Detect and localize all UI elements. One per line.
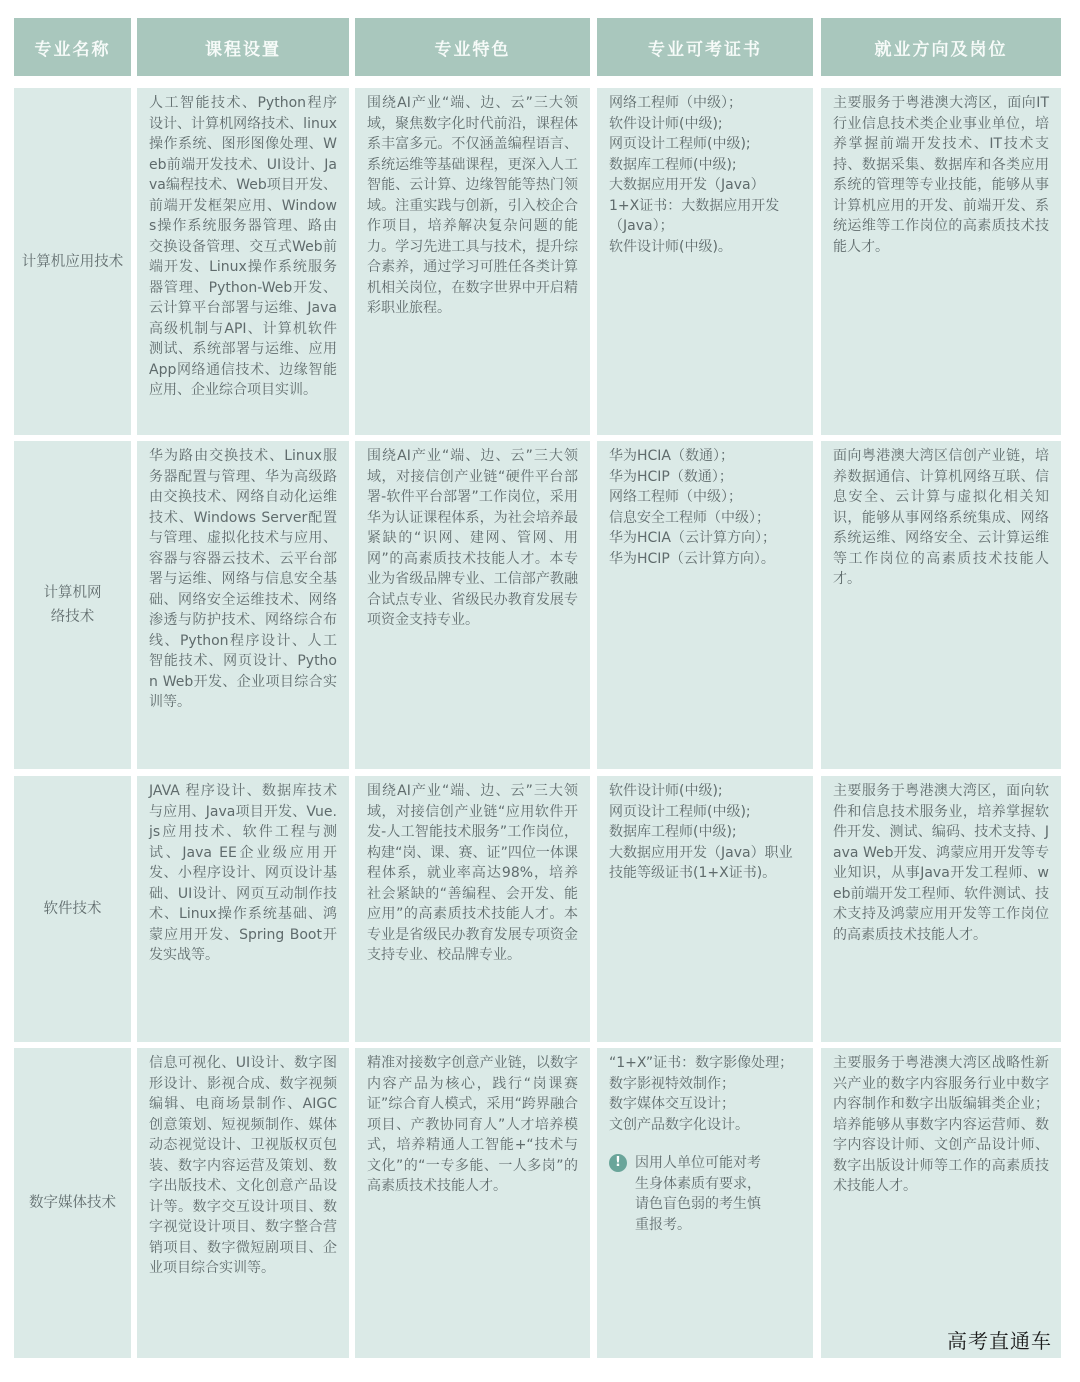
header-features: 专业特色 [355, 18, 590, 76]
major-name: 计算机网络技术 [43, 585, 102, 625]
certificate-item: 软件设计师(中级)。 [609, 238, 732, 255]
certificates-cell [597, 88, 813, 435]
features-text: 围绕AI产业“端、边、云”三大领域，对接信创产业链“应用软件开发-人工智能技术服务”工作岗位，构建“岗、课、赛、证”四位一体课程体系，就业率高达98%，培养社会紧缺的“善编程、会开发、能应用”的高素质技术技能人才。本专业是省级民办教育发展专项资金支持专业、校品牌专业。 [367, 783, 578, 963]
note-text [635, 1153, 801, 1235]
courses-cell [137, 88, 349, 435]
header-certificates: 专业可考证书 [597, 18, 813, 76]
exclamation-icon: ! [609, 1154, 627, 1172]
health-requirement-note [609, 1153, 801, 1235]
certificate-item: 文创产品数字化设计。 [609, 1116, 749, 1133]
note-line: 请色盲色弱的考生慎 [635, 1196, 761, 1212]
courses-text: 华为路由交换技术、Linux服务器配置与管理、华为高级路由交换技术、网络自动化运维技术、Windows Server配置与管理、虚拟化技术与应用、容器与容器云技术、云平台部署与运维、网络与信息安全基础、网络安全运维技术、网络渗透与防护技术、网络综合布线、Python程序设计、人工智能技术、网页设计、Python Web开发、企业项目综合实训等。 [149, 448, 337, 710]
jobs-text: 主要服务于粤港澳大湾区战略性新兴产业的数字内容服务行业中数字内容制作和数字出版编辑类企业；培养能够从事数字内容运营师、数字内容设计师、文创产品设计师、数字出版设计师等工作的高素质技术技能人才。 [833, 1055, 1049, 1194]
certificate-item: 华为HCIA（数通）； [609, 448, 735, 464]
courses-cell [137, 1048, 349, 1358]
jobs-text: 主要服务于粤港澳大湾区，面向软件和信息技术服务业，培养掌握软件开发、测试、编码、技术支持、Java Web开发、鸿蒙应用开发等专业知识，从事Java开发工程师、web前端开发工程师、软件测试、技术支持及鸿蒙应用开发等工作岗位的高素质技术技能人才。 [833, 783, 1049, 943]
certificate-item: “1+X”证书：数字影像处理； [609, 1055, 794, 1071]
jobs-cell [821, 1048, 1061, 1358]
certificate-item: 软件设计师(中级); [609, 115, 723, 132]
certificate-item: （Java）； [609, 218, 674, 234]
jobs-cell [821, 776, 1061, 1042]
certificate-item: 华为HCIP（云计算方向）。 [609, 550, 775, 567]
features-cell [355, 1048, 590, 1358]
certificate-item: 数据库工程师(中级); [609, 156, 737, 173]
header-jobs: 就业方向及岗位 [821, 18, 1061, 76]
certificate-item: 华为HCIA（云计算方向）； [609, 530, 777, 546]
certificate-item: 技能等级证书(1+X证书)。 [609, 865, 777, 881]
courses-text: 人工智能技术、Python程序设计、计算机网络技术、linux操作系统、图形图像处理、Web前端开发技术、UI设计、Java编程技术、Web项目开发、前端开发框架应用、Windows操作系统服务器管理、路由交换设备管理、交互式Web前端开发、Linux操作系统服务器管理、Python-Web开发、云计算平台部署与运维、Java高级机制与API、计算机软件测试、系统部署与运维、应用App网络通信技术、边缘智能应用、企业综合项目实训。 [149, 95, 337, 398]
certificate-item: 1+X证书：大数据应用开发 [609, 197, 780, 214]
features-text: 围绕AI产业“端、边、云”三大领域，聚焦数字化时代前沿，课程体系丰富多元。不仅涵盖编程语言、系统运维等基础课程，更深入人工智能、云计算、边缘智能等热门领域。注重实践与创新，引入校企合作项目，培养解决复杂问题的能力。学习先进工具与技术，提升综合素养，通过学习可胜任各类计算机相关岗位，在数字世界中开启精彩职业旅程。 [367, 95, 578, 316]
certificates-cell [597, 1048, 813, 1358]
certificate-item: 网页设计工程师(中级); [609, 136, 751, 152]
certificate-item: 数字媒体交互设计； [609, 1096, 735, 1112]
certificate-item: 大数据应用开发（Java） [609, 177, 765, 193]
jobs-text: 面向粤港澳大湾区信创产业链，培养数据通信、计算机网络互联、信息安全、云计算与虚拟化相关知识，能够从事网络系统集成、网络系统运维、网络安全、云计算运维等工作岗位的高素质技术技能人才。 [833, 448, 1049, 587]
major-name-cell [14, 88, 131, 435]
note-line: 生身体素质有要求， [635, 1175, 761, 1192]
major-name-cell [14, 1048, 131, 1358]
major-name-cell [14, 441, 131, 769]
certificate-item: 网络工程师（中级）； [609, 489, 742, 505]
certificate-item: 软件设计师(中级); [609, 783, 723, 799]
note-line: 因用人单位可能对考 [635, 1155, 761, 1171]
features-text: 围绕AI产业“端、边、云”三大领域，对接信创产业链“硬件平台部署-软件平台部署”工作岗位，采用华为认证课程体系，为社会培养最紧缺的“识网、建网、管网、用网”的高素质技术技能人才。本专业为省级品牌专业、工信部产教融合试点专业、省级民办教育发展专项资金支持专业。 [367, 448, 578, 628]
certificates-cell [597, 776, 813, 1042]
jobs-cell [821, 88, 1061, 435]
courses-text: 信息可视化、UI设计、数字图形设计、影视合成、数字视频编辑、电商场景制作、AIGC创意策划、短视频制作、媒体动态视觉设计、卫视版权页包装、数字内容运营及策划、数字出版技术、文化创意产品设计等。数字交互设计项目、数字视觉设计项目、数字整合营销项目、数字微短剧项目、企业项目综合实训等。 [149, 1055, 337, 1276]
major-name: 计算机应用技术 [21, 253, 124, 270]
jobs-text: 主要服务于粤港澳大湾区，面向IT行业信息技术类企业事业单位，培养掌握前端开发技术、IT技术支持、数据采集、数据库和各类应用系统的管理等专业技能，能够从事计算机应用的开发、前端开发、系统运维等工作岗位的高素质技术技能人才。 [833, 95, 1049, 255]
header-major-name: 专业名称 [14, 18, 131, 76]
note-line: 重报考。 [635, 1216, 691, 1233]
features-text: 精准对接数字创意产业链，以数字内容产品为核心，践行“岗课赛证”综合育人模式，采用“跨界融合项目、产教协同育人”人才培养模式，培养精通人工智能+“技术与文化”的“一专多能、一人多岗”的高素质技术技能人才。 [367, 1055, 578, 1194]
features-cell [355, 776, 590, 1042]
certificate-item: 网页设计工程师(中级); [609, 803, 751, 820]
watermark: 高考直通车 [947, 1329, 1052, 1353]
major-name: 数字媒体技术 [29, 1195, 116, 1211]
courses-cell [137, 776, 349, 1042]
jobs-cell [821, 441, 1061, 769]
certificate-item: 大数据应用开发（Java）职业 [609, 844, 793, 861]
courses-text: JAVA 程序设计、数据库技术与应用、Java项目开发、Vue.js应用技术、软件工程与测试、Java EE企业级应用开发、小程序设计、网页设计基础、UI设计、网页互动制作技术、Linux操作系统基础、鸿蒙应用开发、Spring Boot开发实战等。 [149, 783, 337, 963]
certificate-item: 数据库工程师(中级); [609, 824, 737, 840]
certificate-item: 数字影视特效制作； [609, 1075, 735, 1092]
certificate-item: 网络工程师（中级）； [609, 95, 742, 111]
courses-cell [137, 441, 349, 769]
header-courses: 课程设置 [137, 18, 349, 76]
major-name-cell [14, 776, 131, 1042]
features-cell [355, 441, 590, 769]
features-cell [355, 88, 590, 435]
certificates-cell [597, 441, 813, 769]
major-name: 软件技术 [43, 901, 102, 917]
certificate-item: 信息安全工程师（中级）； [609, 509, 770, 526]
certificate-item: 华为HCIP（数通）； [609, 468, 733, 485]
